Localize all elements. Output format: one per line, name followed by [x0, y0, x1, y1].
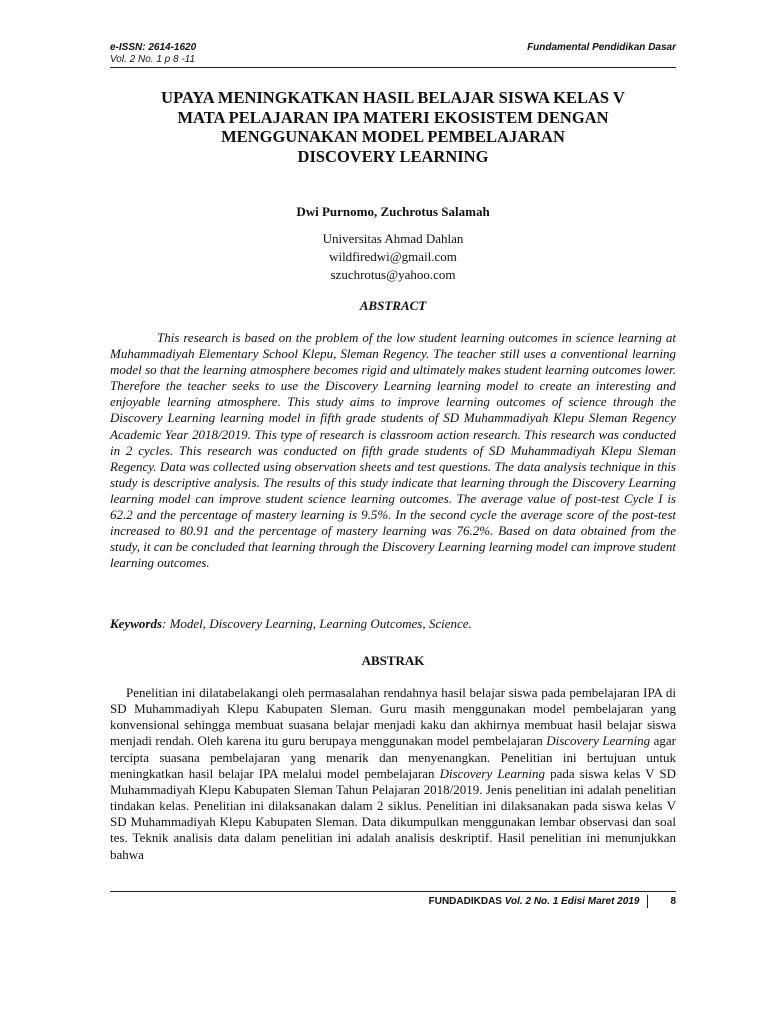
author-email: wildfiredwi@gmail.com — [329, 249, 457, 264]
abstrak-text: Penelitian ini dilatabelakangi oleh permasalahan rendahnya hasil belajar siswa pada pembelajaran IPA di SD Muhammadiyah Klepu Kabupaten Sleman. Guru masih menggunakan model pembelajaran yang konvensional sehingga membuat suasana belajar menjadi kaku dan akhirnya membuat hasil belajar siswa menjadi rendah. Oleh karena itu guru berupaya menggunakan model pembelajaran — [110, 685, 676, 749]
title-line: MATA PELAJARAN IPA MATERI EKOSISTEM DENGAN — [177, 107, 609, 127]
issn-value: : 2614-1620 — [142, 42, 197, 53]
footer-journal: FUNDADIKDAS — [428, 896, 502, 907]
abstract-heading: ABSTRACT — [359, 298, 427, 313]
keywords-label: Keywords — [110, 616, 162, 631]
page-number: 8 — [670, 896, 676, 907]
running-header-left — [110, 42, 196, 66]
author-list: Dwi Purnomo, Zuchrotus Salamah — [296, 204, 490, 219]
journal-name-header: Fundamental Pendidikan Dasar — [527, 42, 676, 53]
header-divider — [110, 67, 676, 68]
title-line: UPAYA MENINGKATKAN HASIL BELAJAR SISWA KELAS V — [161, 88, 625, 107]
title-line: MENGGUNAKAN MODEL PEMBELAJARAN — [221, 127, 565, 146]
paper-title — [110, 88, 676, 166]
author-email: szuchrotus@yahoo.com — [330, 267, 456, 282]
abstrak-text: agar tercipta suasana pembelajaran yang menarik dan menyenangkan. Penelitian ini bertujuan untuk meningkatkan hasil belajar IPA melalui model pembelajaran — [110, 733, 676, 781]
keywords-line — [110, 616, 676, 632]
volume-line: Vol. 2 No. 1 p 8 -11 — [110, 54, 196, 65]
abstrak-body — [110, 685, 676, 863]
title-line: DISCOVERY LEARNING — [297, 146, 489, 166]
footer-divider — [110, 891, 676, 892]
abstrak-emphasis: Discovery Learning — [439, 765, 545, 781]
keywords-list: : Model, Discovery Learning, Learning Outcomes, Science. — [162, 616, 472, 631]
page-footer — [429, 895, 676, 908]
footer-separator — [647, 895, 648, 908]
issn-line — [110, 42, 196, 54]
institution: Universitas Ahmad Dahlan — [322, 231, 464, 246]
footer-edition: Vol. 2 No. 1 Edisi Maret 2019 — [504, 896, 640, 907]
abstrak-emphasis: Discovery Learning — [546, 733, 651, 749]
issn-label: e-ISSN — [110, 42, 143, 53]
affiliation-block — [110, 230, 676, 284]
abstrak-heading: ABSTRAK — [361, 653, 425, 668]
abstract-body: This research is based on the problem of the low student learning outcomes in science learning at Muhammadiyah Elementary School Klepu, Sleman Regency. The teacher still uses a conventional learning model so that the learning atmosphere becomes rigid and ultimately makes student learning outcomes lower. Therefore the teacher seeks to use the Discovery Learning learning model to create an interesting and enjoyable learning atmosphere. This study aims to improve learning outcomes of science through the Discovery Learning learning model in fifth grade students of SD Muhammadiyah Klepu Sleman Regency Academic Year 2018/2019. This type of research is classroom action research. This research was conducted in 2 cycles. This research was conducted on fifth grade students of SD Muhammadiyah Klepu Sleman Regency. Data was collected using observation sheets and test questions. The data analysis technique in this study is descriptive analysis. The results of this study indicate that learning through the Discovery Learning learning model can improve student science learning outcomes. The average value of post-test Cycle I is 62.2 and the percentage of mastery learning is 9.5%. In the second cycle the average score of the post-test increased to 80.91 and the percentage of mastery learning was 76.2%. Based on data obtained from the study, it can be concluded that learning through the Discovery Learning learning model can improve student learning outcomes. — [110, 330, 676, 571]
abstrak-text: pada siswa kelas V SD Muhammadiyah Klepu Kabupaten Sleman Tahun Pelajaran 2018/2019. Jenis penelitian ini adalah penelitian tindakan kelas. Penelitian ini dilaksanakan dalam 2 siklus. Penelitian ini dilaksanakan pada siswa kelas V SD Muhammadiyah Klepu Kabupaten Sleman. Data dikumpulkan menggunakan lembar observasi dan soal tes. Teknik analisis data dalam penelitian ini adalah analisis deskriptif. Hasil penelitian ini menunjukkan bahwa — [110, 765, 677, 862]
